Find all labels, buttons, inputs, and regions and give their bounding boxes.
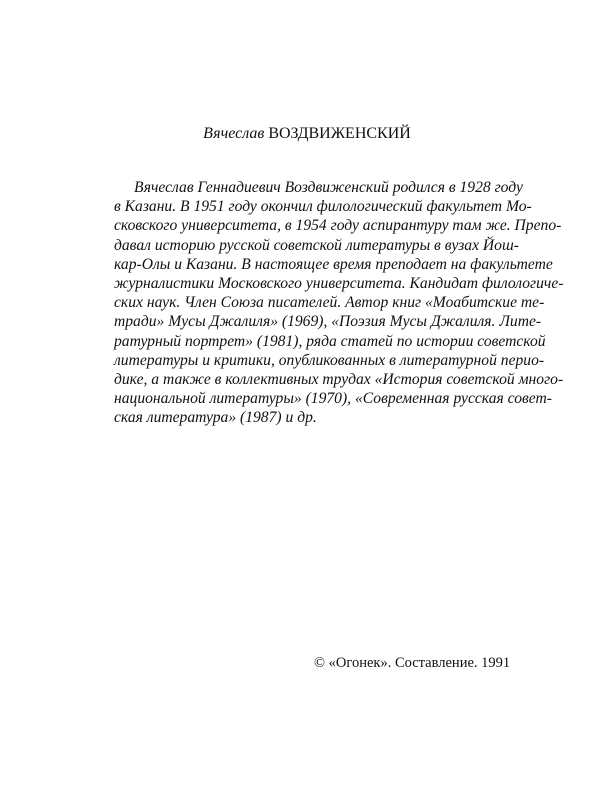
bio-line: давал историю русской советской литературы в вузах Йош- xyxy=(114,236,519,254)
author-first-name: Вячеслав xyxy=(203,125,265,142)
author-heading xyxy=(0,124,614,144)
copyright-notice: © «Огонек». Составление. 1991 xyxy=(314,655,511,671)
bio-line: кар-Олы и Казани. В настоящее время преподает на факультете xyxy=(114,255,553,273)
bio-line: ратурный портрет» (1981), ряда статей по истории советской xyxy=(114,332,546,350)
author-last-name: ВОЗДВИЖЕНСКИЙ xyxy=(268,125,411,142)
bio-line: дике, а также в коллективных трудах «История советской много- xyxy=(114,371,564,389)
bio-line: Вячеслав Геннадиевич Воздвиженский родился в 1928 году xyxy=(134,179,523,196)
bio-line: журналистики Московского университета. Кандидат филологиче- xyxy=(114,275,564,293)
bio-line: ских наук. Член Союза писателей. Автор книг «Моабитские те- xyxy=(114,294,545,312)
bio-line: сковского университета, в 1954 году аспирантуру там же. Препо- xyxy=(114,217,562,235)
bio-line: национальной литературы» (1970), «Современная русская совет- xyxy=(114,390,552,408)
bio-line: тради» Мусы Джалиля» (1969), «Поэзия Мусы Джалиля. Лите- xyxy=(114,313,542,331)
bio-line: литературы и критики, опубликованных в литературной перио- xyxy=(114,351,545,369)
author-biography xyxy=(114,178,564,428)
bio-line: в Казани. В 1951 году окончил филологический факультет Мо- xyxy=(114,198,532,216)
bio-line: ская литература» (1987) и др. xyxy=(114,409,317,427)
